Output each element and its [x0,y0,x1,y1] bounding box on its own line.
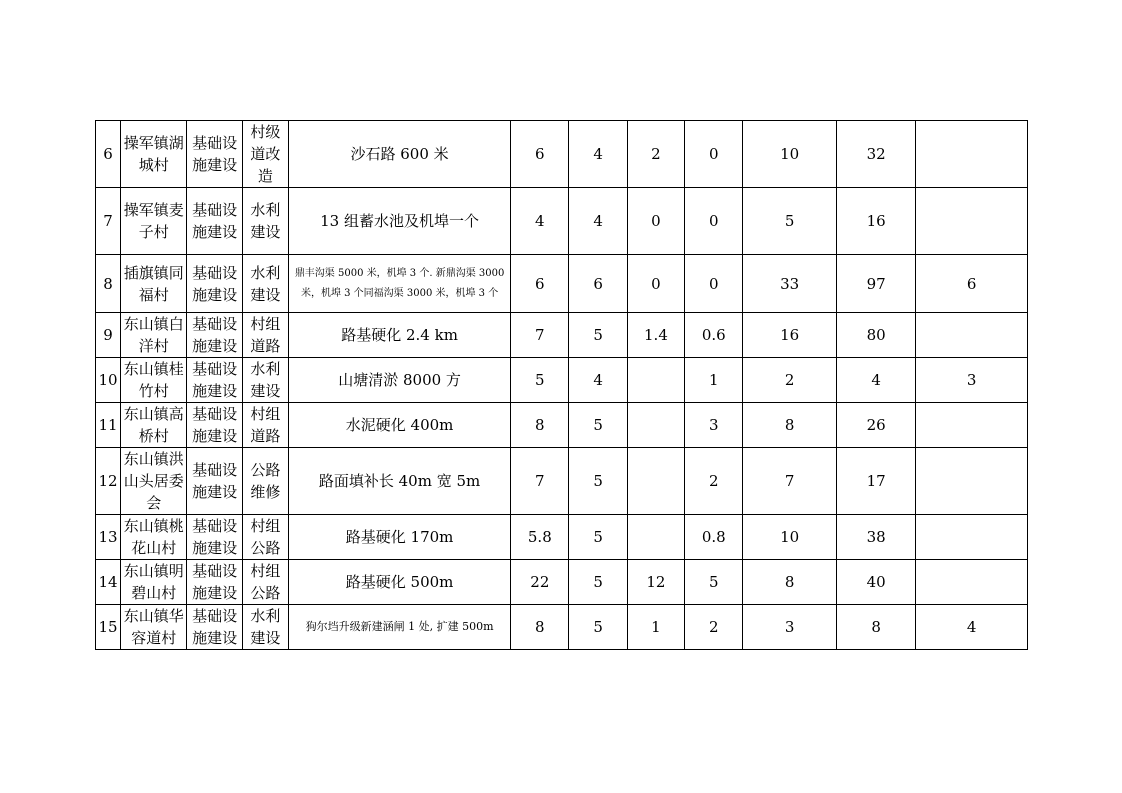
project-category: 基础设施建设 [187,313,242,358]
value-cell: 26 [836,403,915,448]
value-cell [916,403,1028,448]
value-cell: 0.8 [685,515,743,560]
value-cell: 3 [916,358,1028,403]
village-name: 操军镇湖城村 [121,121,187,188]
value-cell: 12 [627,560,684,605]
value-cell: 5 [569,605,627,650]
table-row [96,515,1028,560]
project-category: 基础设施建设 [187,448,242,515]
project-category: 基础设施建设 [187,515,242,560]
value-cell [916,313,1028,358]
value-cell: 80 [836,313,915,358]
value-cell: 0 [685,188,743,255]
table-row [96,448,1028,515]
project-content: 路基硬化 500m [288,560,510,605]
value-cell: 6 [916,255,1028,313]
value-cell: 1 [685,358,743,403]
value-cell: 4 [836,358,915,403]
project-type: 水利建设 [242,605,288,650]
row-number: 15 [96,605,121,650]
value-cell: 5 [743,188,837,255]
value-cell [916,188,1028,255]
value-cell: 40 [836,560,915,605]
project-type: 水利建设 [242,188,288,255]
row-number: 14 [96,560,121,605]
village-name: 插旗镇同福村 [121,255,187,313]
row-number: 7 [96,188,121,255]
value-cell [916,515,1028,560]
value-cell: 4 [569,188,627,255]
value-cell: 7 [511,313,569,358]
value-cell: 33 [743,255,837,313]
value-cell: 4 [511,188,569,255]
table-row [96,188,1028,255]
value-cell [916,560,1028,605]
value-cell: 16 [836,188,915,255]
value-cell: 5 [685,560,743,605]
project-type: 村组道路 [242,313,288,358]
project-content: 狗尔垱升级新建涵闸 1 处, 扩建 500m [288,605,510,650]
village-name: 东山镇高桥村 [121,403,187,448]
table-row [96,121,1028,188]
value-cell [627,515,684,560]
value-cell: 2 [685,448,743,515]
village-name: 东山镇华容道村 [121,605,187,650]
project-type: 村组道路 [242,403,288,448]
project-category: 基础设施建设 [187,403,242,448]
project-category: 基础设施建设 [187,358,242,403]
value-cell: 10 [743,121,837,188]
value-cell: 0 [685,121,743,188]
value-cell: 1.4 [627,313,684,358]
project-category: 基础设施建设 [187,188,242,255]
value-cell: 2 [627,121,684,188]
project-type: 村级道改造 [242,121,288,188]
row-number: 12 [96,448,121,515]
value-cell [916,448,1028,515]
village-name: 东山镇白洋村 [121,313,187,358]
value-cell: 4 [569,121,627,188]
project-content: 路面填补长 40m 宽 5m [288,448,510,515]
value-cell: 8 [511,605,569,650]
table-row [96,313,1028,358]
project-category: 基础设施建设 [187,121,242,188]
value-cell [627,448,684,515]
value-cell: 5 [569,560,627,605]
project-content: 路基硬化 2.4 km [288,313,510,358]
village-name: 操军镇麦子村 [121,188,187,255]
row-number: 11 [96,403,121,448]
value-cell: 5 [569,403,627,448]
village-name: 东山镇桂竹村 [121,358,187,403]
value-cell: 5 [569,448,627,515]
project-content: 13 组蓄水池及机埠一个 [288,188,510,255]
value-cell: 10 [743,515,837,560]
row-number: 13 [96,515,121,560]
value-cell: 17 [836,448,915,515]
project-content: 水泥硬化 400m [288,403,510,448]
value-cell: 0 [685,255,743,313]
value-cell: 97 [836,255,915,313]
value-cell: 22 [511,560,569,605]
project-type: 水利建设 [242,358,288,403]
row-number: 8 [96,255,121,313]
table-row [96,560,1028,605]
table-row [96,605,1028,650]
village-name: 东山镇桃花山村 [121,515,187,560]
row-number: 9 [96,313,121,358]
value-cell: 0 [627,188,684,255]
project-type: 村组公路 [242,515,288,560]
table-row [96,403,1028,448]
value-cell: 4 [569,358,627,403]
value-cell [627,358,684,403]
value-cell: 6 [511,121,569,188]
project-content: 鼎丰沟渠 5000 米，机埠 3 个. 新鼎沟渠 3000 米，机埠 3 个同福沟渠 3000 米，机埠 3 个 [288,255,510,313]
project-content: 山塘清淤 8000 方 [288,358,510,403]
row-number: 6 [96,121,121,188]
project-category: 基础设施建设 [187,560,242,605]
value-cell: 7 [511,448,569,515]
row-number: 10 [96,358,121,403]
value-cell: 38 [836,515,915,560]
project-category: 基础设施建设 [187,605,242,650]
project-type: 公路维修 [242,448,288,515]
value-cell: 5 [511,358,569,403]
project-content: 沙石路 600 米 [288,121,510,188]
table-row [96,255,1028,313]
value-cell: 2 [685,605,743,650]
value-cell: 8 [743,560,837,605]
village-name: 东山镇洪山头居委会 [121,448,187,515]
value-cell [916,121,1028,188]
value-cell: 16 [743,313,837,358]
value-cell: 8 [743,403,837,448]
value-cell: 4 [916,605,1028,650]
value-cell: 6 [511,255,569,313]
value-cell: 5 [569,515,627,560]
value-cell: 5 [569,313,627,358]
village-name: 东山镇明碧山村 [121,560,187,605]
value-cell: 1 [627,605,684,650]
project-category: 基础设施建设 [187,255,242,313]
value-cell: 32 [836,121,915,188]
value-cell: 6 [569,255,627,313]
value-cell: 8 [511,403,569,448]
value-cell: 3 [685,403,743,448]
value-cell: 8 [836,605,915,650]
value-cell: 0 [627,255,684,313]
value-cell: 7 [743,448,837,515]
project-type: 村组公路 [242,560,288,605]
value-cell: 3 [743,605,837,650]
project-content: 路基硬化 170m [288,515,510,560]
value-cell: 5.8 [511,515,569,560]
table-row [96,358,1028,403]
project-table [95,120,1028,650]
value-cell: 2 [743,358,837,403]
value-cell [627,403,684,448]
project-type: 水利建设 [242,255,288,313]
value-cell: 0.6 [685,313,743,358]
